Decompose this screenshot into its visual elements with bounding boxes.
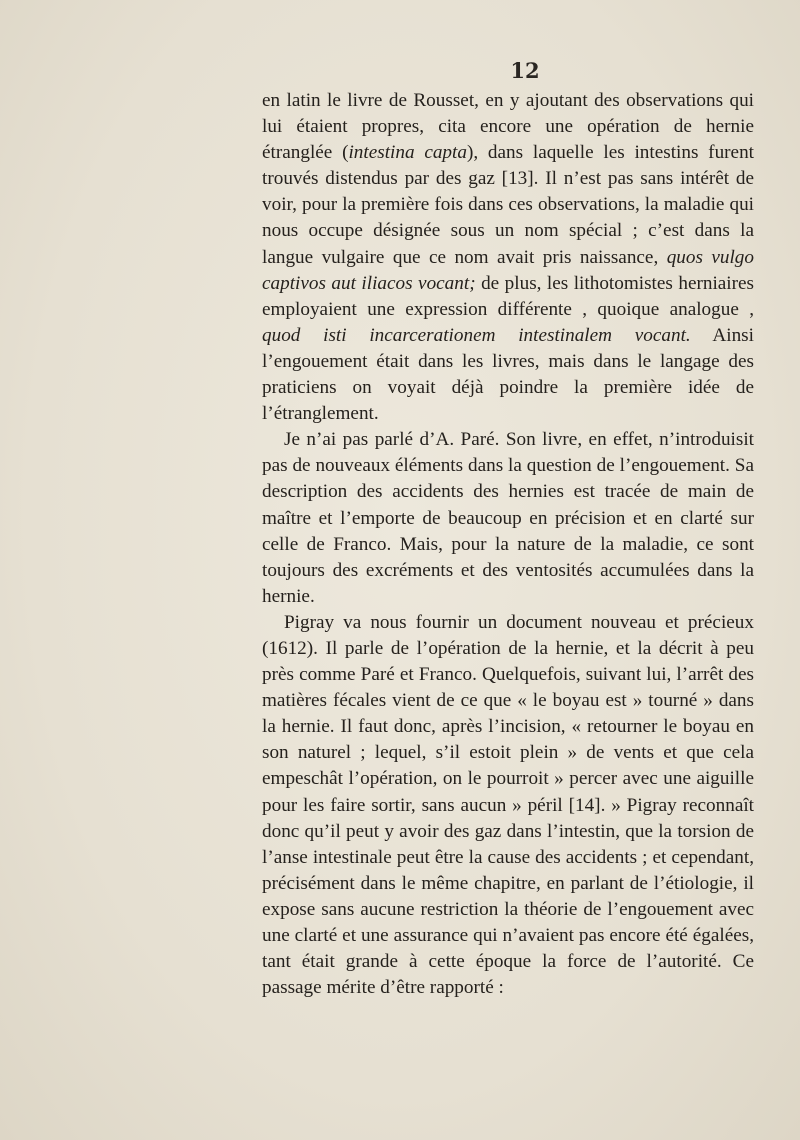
paragraph-text: Je n’ai pas parlé d’A. Paré. Son livre, en effet, n’introduisit pas de nouveaux éléments dans la question de l’engouement. Sa description des accidents des hernies est tracée de main de maître et l’emporte de beaucoup en précision et en clarté sur celle de Franco. Mais, pour la nature de la maladie, ce sont toujours des excréments et des ventosités accumulées dans la hernie. — [262, 429, 754, 607]
italic-latin-phrase: quos vulgo captivos aut iliacos vocant; — [262, 246, 754, 294]
paragraph-text: Ainsi l’engouement était dans les livres, mais dans le langage des praticiens on voyait déjà poindre la première idée de l’étranglement. — [262, 324, 754, 425]
paragraph-text: Pigray va nous fournir un document nouveau et précieux (1612). Il parle de l’opération de la hernie, et la décrit à peu près comme Paré et Franco. Quelquefois, suivant lui, l’arrêt des matières fécales vient de ce que « le boyau est » tourné » dans la hernie. Il faut donc, après l’incision, « retourner le boyau en son naturel ; lequel, s’il estoit plein » de vents et que cela empeschât l’opération, on le pourroit » percer avec une aiguille pour les faire sortir, sans aucun » péril [14]. » Pigray reconnaît donc qu’il peut y avoir des gaz dans l’intestin, que la torsion de l’anse intestinale peut être la cause des accidents ; et cependant, précisément dans le même chapitre, en parlant de l’étiologie, il expose sans aucune restriction la théorie de l’engouement avec une clarté et une assurance qui n’avaient pas encore été égalées, tant était grande à cette époque la force de l’autorité. Ce passage mérite d’être rapporté : — [262, 611, 754, 999]
paragraph-text: ), dans laquelle les intestins furent trouvés distendus par des gaz [13]. Il n’est pas sans intérêt de voir, pour la première fois dans ces observations, la maladie qui nous occupe désignée sous un nom spécial ; c’est dans la langue vulgaire que ce nom avait pris naissance, — [262, 142, 754, 268]
paragraph-text: en latin le livre de Rousset, en y ajoutant des observations qui lui étaient propres, cita encore une opération de hernie étranglée ( — [262, 90, 754, 164]
paragraph-p2 — [262, 427, 754, 610]
paragraph-p3 — [262, 610, 754, 1001]
paragraph-text: de plus, les lithotomistes herniaires employaient une expression différente , quoique analogue , — [262, 272, 754, 320]
page-number: 12 — [510, 58, 540, 83]
paragraph-p1 — [262, 88, 754, 427]
body-text — [262, 88, 754, 1001]
italic-latin-phrase: quod isti incarcerationem intestinalem vocant. — [262, 324, 691, 346]
italic-latin-phrase: intestina capta — [348, 142, 467, 164]
